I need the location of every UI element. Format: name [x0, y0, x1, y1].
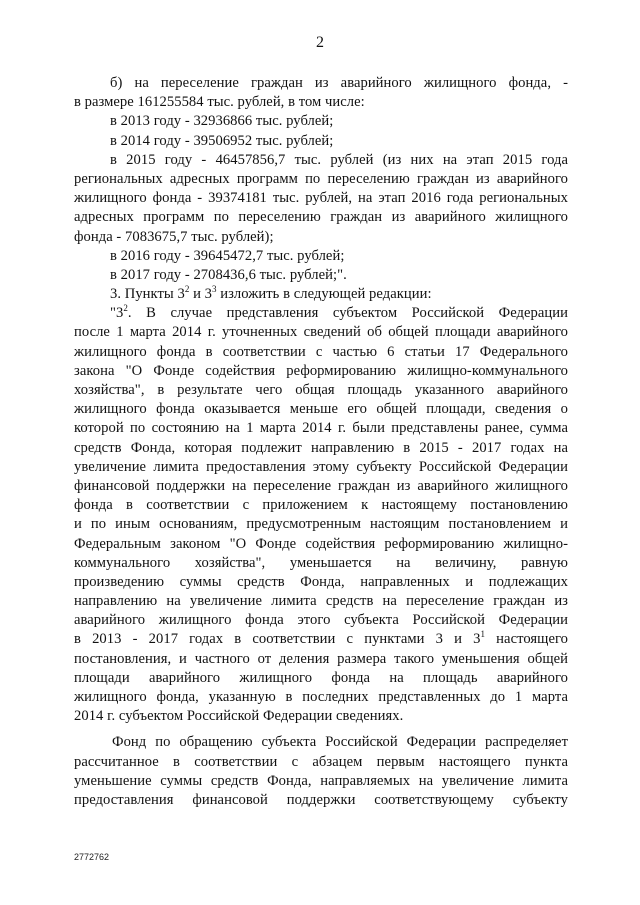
- text-line: б) на переселение граждан из аварийного жилищного фонда, -: [110, 75, 568, 91]
- text-line: в 2015 году - 46457856,7 тыс. рублей (из них на этап 2015 года: [110, 151, 568, 168]
- paragraph-gap: [74, 726, 568, 733]
- document-code: 2772762: [74, 852, 110, 862]
- text-line: фонда в соответствии с приложением к настоящему постановлению: [74, 497, 568, 514]
- text-line: в 2013 году - 32936866 тыс. рублей;: [110, 113, 334, 130]
- text-line: рассчитанное в соответствии с абзацем первым настоящего пункта: [74, 753, 568, 770]
- text-line: 3. Пункты $3^2$ и $3^3$ изложить в следующей редакции:: [110, 284, 432, 303]
- text-line: адресных программ по переселению граждан из аварийного жилищного: [74, 209, 568, 226]
- text-line: и по иным основаниям, предусмотренным настоящим постановлением и: [74, 516, 568, 533]
- text-line: произведению суммы средств Фонда, направленных и подлежащих: [74, 573, 568, 590]
- text-line: после 1 марта 2014 г. уточненных сведений об общей площади аварийного: [74, 324, 568, 341]
- text-line: фонда - 7083675,7 тыс. рублей);: [74, 228, 274, 245]
- text-line: закона "О Фонде содействия реформированию жилищно-коммунального: [74, 362, 568, 379]
- text-line: в 2014 году - 39506952 тыс. рублей;: [110, 132, 334, 149]
- text-line: Фонд по обращению субъекта Российской Федерации распределяет: [112, 734, 568, 751]
- text-line: региональных адресных программ по переселению граждан из аварийного: [74, 170, 568, 187]
- text-line: средств Фонда, которая подлежит направлению в 2015 - 2017 годах на: [74, 439, 568, 456]
- text-line: в 2017 году - 2708436,6 тыс. рублей;".: [110, 266, 347, 283]
- text-line: аварийного жилищного фонда этого субъекта Российской Федерации: [74, 612, 568, 629]
- text-line: увеличение лимита предоставления этому субъекту Российской Федерации: [74, 458, 568, 475]
- text-line: в размере 161255584 тыс. рублей, в том числе:: [74, 94, 365, 111]
- page-number: 2: [316, 34, 324, 51]
- document-body: [74, 74, 568, 810]
- text-line: жилищного фонда, указанную в последних представленных до 1 марта: [74, 689, 568, 705]
- text-line: Федеральным законом "О Фонде содействия реформированию жилищно-: [74, 535, 568, 552]
- text-line: постановления, и частного от деления размера такого уменьшения общей: [74, 650, 568, 667]
- text-line: площади аварийного жилищного фонда на площадь аварийного: [74, 669, 568, 686]
- text-line: коммунального хозяйства", уменьшается на величину, равную: [74, 554, 568, 571]
- text-line: жилищного фонда - 39374181 тыс. рублей, на этап 2016 года региональных: [74, 190, 568, 207]
- text-line: направлению на увеличение лимита средств на переселение граждан из: [74, 593, 568, 610]
- text-line: "$3^2$. В случае представления субъектом Российской Федерации: [110, 303, 568, 322]
- text-line: которой по состоянию на 1 марта 2014 г. были представлены ранее, сумма: [74, 420, 568, 437]
- text-line: предоставления финансовой поддержки соответствующему субъекту: [74, 791, 568, 808]
- text-line: жилищного фонда в соответствии с частью 6 статьи 17 Федерального: [74, 343, 568, 360]
- text-line: хозяйства", в результате чего общая площадь указанного аварийного: [74, 382, 568, 398]
- text-line: 2014 г. субъектом Российской Федерации сведениях.: [74, 708, 404, 725]
- text-line: жилищного фонда оказывается меньше его общей площади, сведения о: [74, 401, 568, 418]
- text-line: уменьшение суммы средств Фонда, направляемых на увеличение лимита: [74, 772, 568, 789]
- text-line: финансовой поддержки на переселение граждан из аварийного жилищного: [74, 477, 568, 494]
- text-line: в 2013 - 2017 годах в соответствии с пунктами 3 и $3^1$ настоящего: [74, 629, 569, 648]
- text-line: в 2016 году - 39645472,7 тыс. рублей;: [110, 247, 345, 264]
